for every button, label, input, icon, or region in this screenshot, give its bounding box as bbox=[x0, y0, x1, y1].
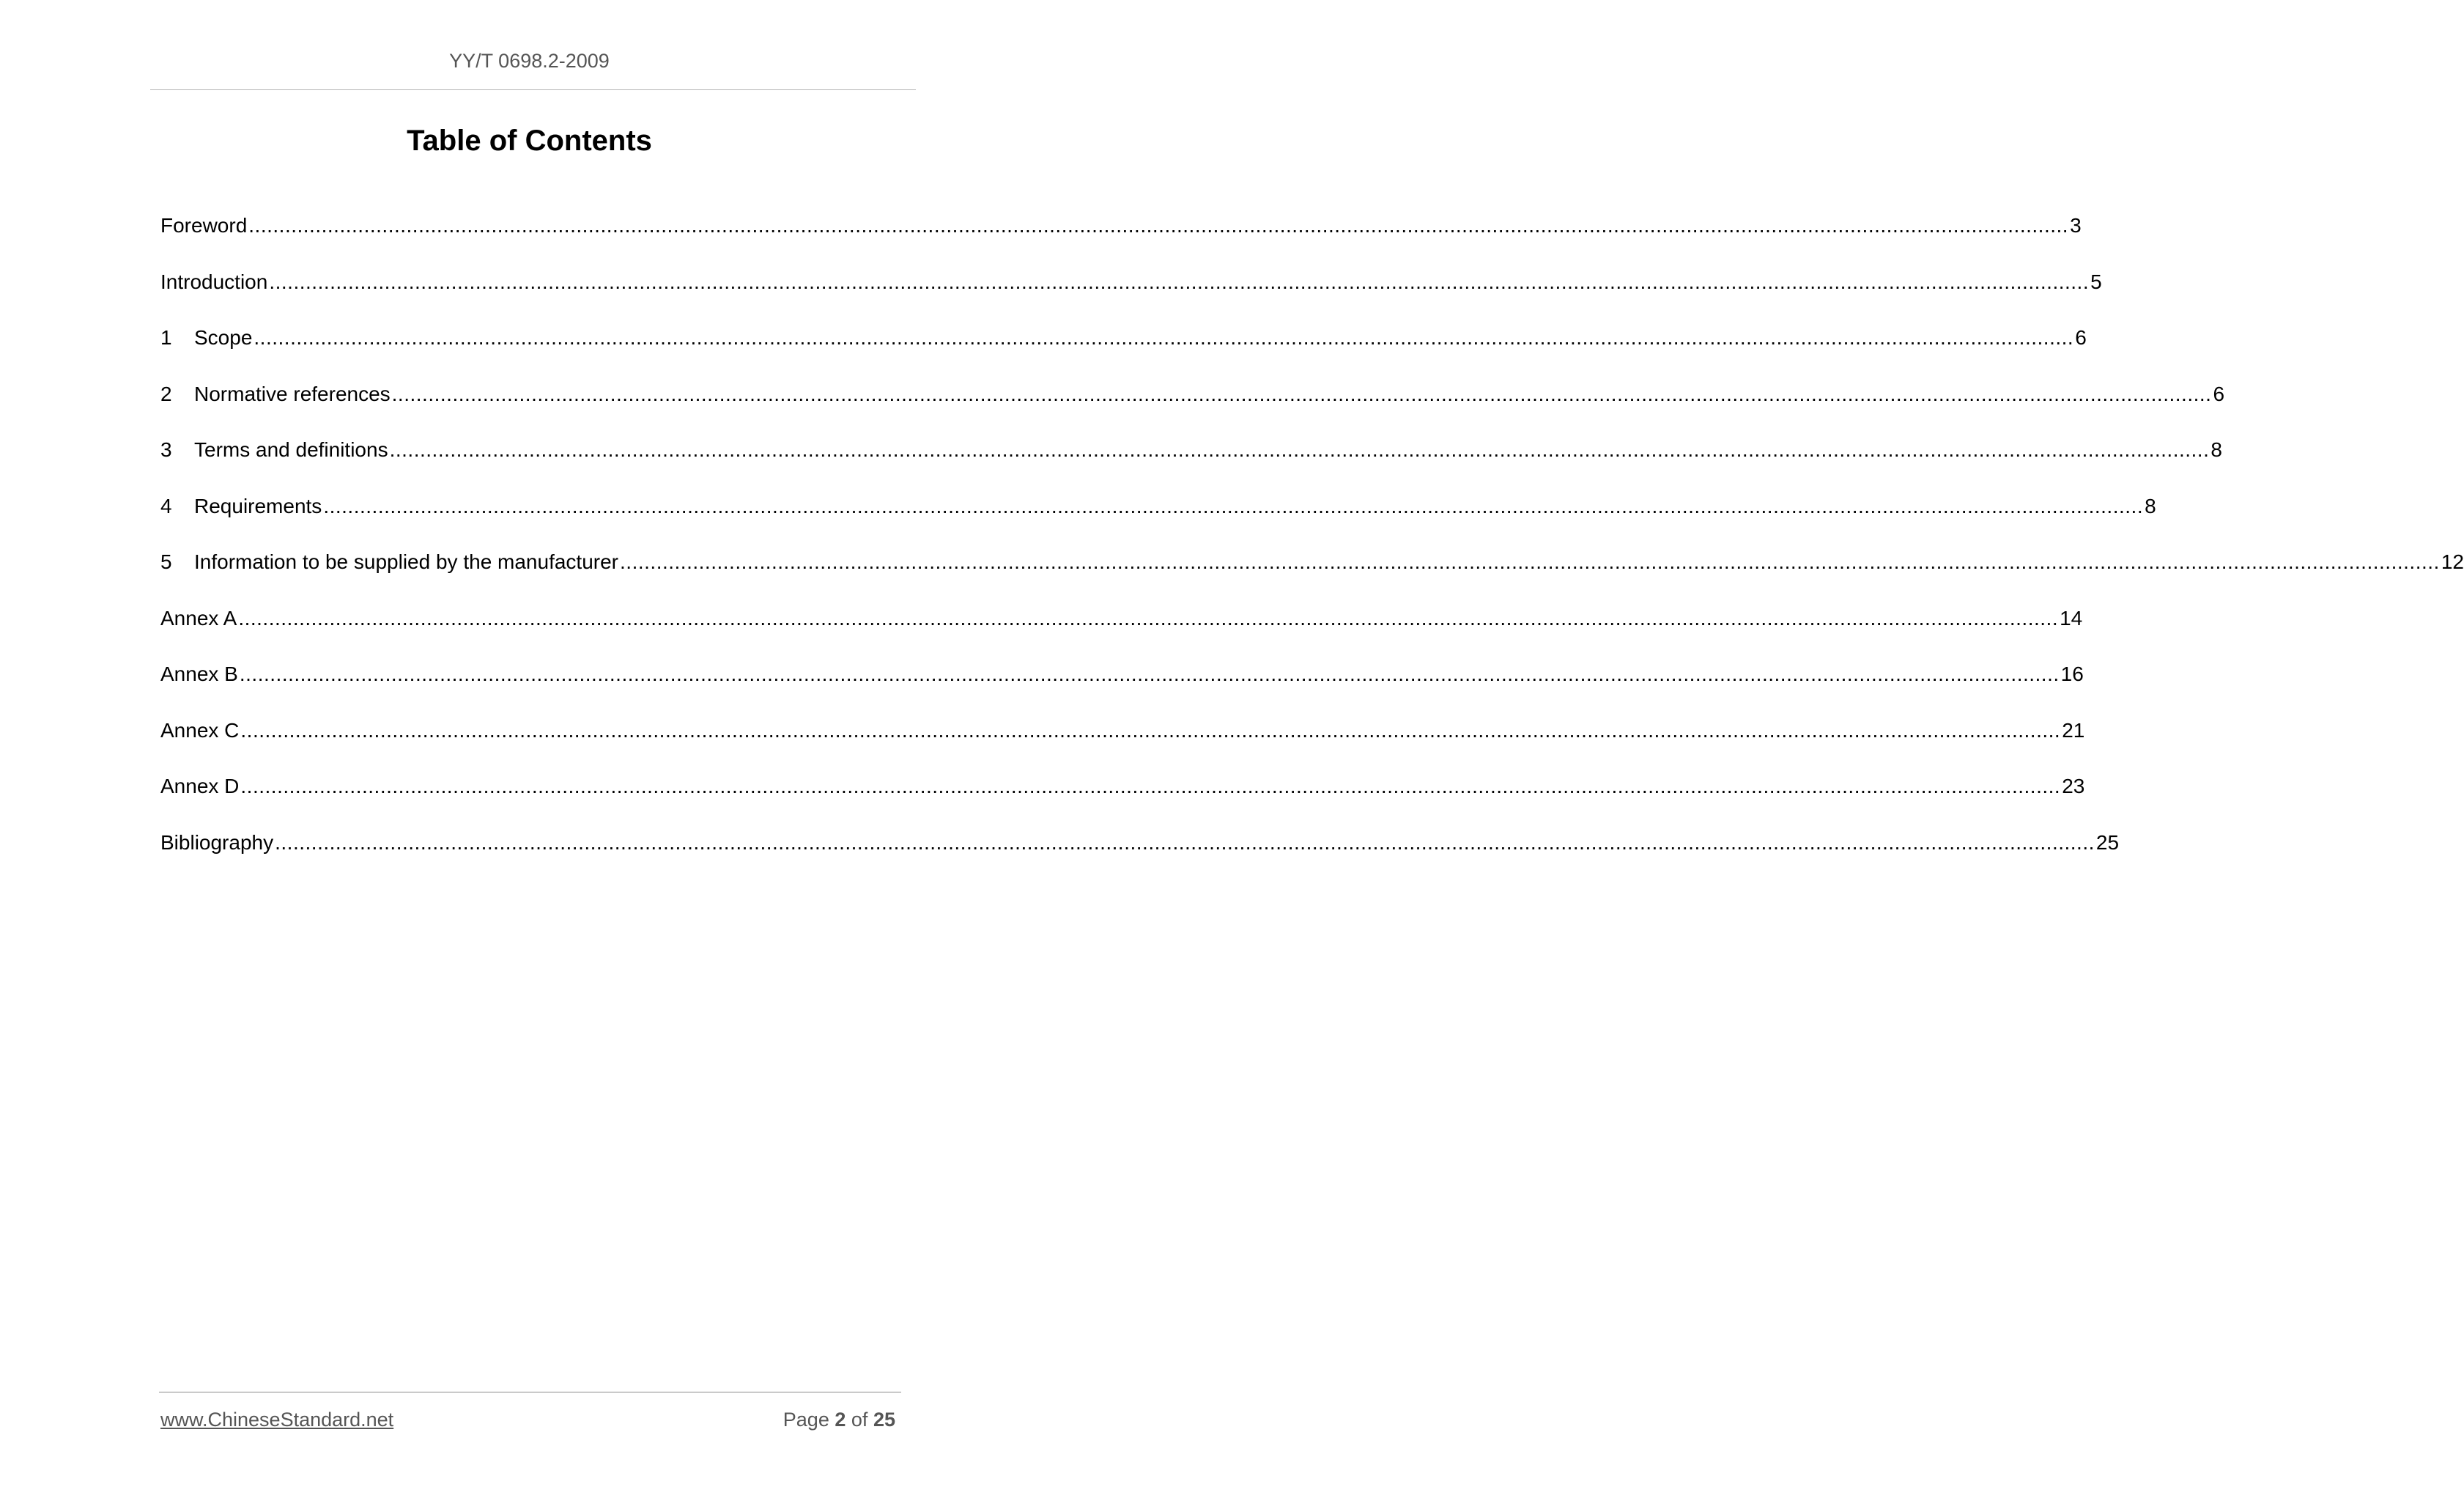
toc-leader-dots: ............................................................................................................................................................................................................................................................................................................ bbox=[391, 382, 2212, 405]
toc-entry-number: 1 bbox=[160, 326, 172, 349]
toc-entry-requirements[interactable] bbox=[160, 492, 2156, 548]
toc-entry-page: 5 bbox=[2090, 270, 2102, 293]
toc-entry-annex-c[interactable] bbox=[160, 716, 2085, 772]
footer-page-word: Page bbox=[783, 1409, 829, 1431]
header-divider bbox=[150, 89, 916, 90]
toc-entry-normative-references[interactable] bbox=[160, 380, 2225, 436]
toc-entry-annex-b[interactable] bbox=[160, 660, 2084, 716]
toc-entry-label: Annex C bbox=[160, 718, 240, 742]
toc-entry-scope[interactable] bbox=[160, 323, 2087, 380]
toc-entry-page: 14 bbox=[2060, 606, 2083, 630]
footer-current-page: 2 bbox=[835, 1409, 846, 1431]
toc-entry-information-supplied[interactable] bbox=[160, 547, 2464, 604]
toc-list bbox=[160, 211, 2464, 884]
toc-entry-number: 4 bbox=[160, 494, 172, 517]
toc-entry-annex-d[interactable] bbox=[160, 772, 2085, 828]
toc-entry-label: Normative references bbox=[194, 382, 391, 405]
toc-leader-dots: ............................................................................................................................................................................................................................................................................................................ bbox=[240, 718, 2061, 742]
toc-entry-label: Annex B bbox=[160, 663, 238, 685]
page-title: Table of Contents bbox=[407, 125, 652, 157]
toc-leader-dots: ............................................................................................................................................................................................................................................................................................................ bbox=[269, 270, 2090, 293]
toc-entry-page: 12 bbox=[2441, 550, 2464, 573]
toc-entry-label: Scope bbox=[194, 326, 253, 349]
toc-entry-number: 3 bbox=[160, 438, 172, 461]
toc-entry-page: 23 bbox=[2062, 775, 2085, 797]
toc-entry-page: 3 bbox=[2070, 214, 2082, 237]
toc-leader-dots: ............................................................................................................................................................................................................................................................................................................ bbox=[275, 830, 2095, 854]
toc-entry-label: Introduction bbox=[160, 270, 268, 293]
toc-entry-foreword[interactable] bbox=[160, 211, 2082, 268]
toc-entry-page: 21 bbox=[2062, 718, 2085, 742]
toc-entry-page: 16 bbox=[2060, 663, 2084, 685]
toc-entry-label: Foreword bbox=[160, 214, 248, 237]
toc-leader-dots: ............................................................................................................................................................................................................................................................................................................ bbox=[248, 214, 2069, 237]
toc-entry-label: Annex D bbox=[160, 775, 240, 797]
toc-entry-label: Bibliography bbox=[160, 830, 274, 854]
toc-leader-dots: ............................................................................................................................................................................................................................................................................................................ bbox=[323, 494, 2144, 517]
footer-total-pages: 25 bbox=[873, 1409, 895, 1431]
toc-entry-number: 2 bbox=[160, 382, 172, 405]
toc-entry-page: 8 bbox=[2145, 494, 2156, 517]
toc-entry-label: Annex A bbox=[160, 606, 237, 630]
toc-entry-label: Terms and definitions bbox=[194, 438, 388, 461]
toc-entry-bibliography[interactable] bbox=[160, 828, 2120, 885]
footer-page-indicator bbox=[783, 1409, 895, 1431]
toc-entry-page: 6 bbox=[2075, 326, 2087, 349]
toc-leader-dots: ............................................................................................................................................................................................................................................................................................................ bbox=[254, 326, 2074, 349]
toc-entry-label: Requirements bbox=[194, 494, 322, 517]
toc-entry-annex-a[interactable] bbox=[160, 604, 2083, 660]
toc-leader-dots: ............................................................................................................................................................................................................................................................................................................ bbox=[239, 663, 2060, 685]
toc-entry-page: 6 bbox=[2213, 382, 2225, 405]
toc-leader-dots: ............................................................................................................................................................................................................................................................................................................ bbox=[389, 438, 2210, 461]
toc-entry-label: Information to be supplied by the manufacturer bbox=[194, 550, 619, 573]
toc-entry-page: 25 bbox=[2095, 830, 2120, 854]
header-standard-code: YY/T 0698.2-2009 bbox=[449, 50, 610, 72]
toc-entry-terms-and-definitions[interactable] bbox=[160, 435, 2222, 492]
toc-entry-introduction[interactable] bbox=[160, 268, 2102, 324]
toc-leader-dots: ............................................................................................................................................................................................................................................................................................................ bbox=[240, 775, 2061, 797]
footer-site-link[interactable]: www.ChineseStandard.net bbox=[160, 1409, 394, 1431]
toc-entry-page: 8 bbox=[2210, 438, 2222, 461]
toc-leader-dots: ............................................................................................................................................................................................................................................................................................................ bbox=[238, 606, 2059, 630]
toc-leader-dots: ............................................................................................................................................................................................................................................................................................................ bbox=[620, 550, 2440, 573]
footer-of-word: of bbox=[851, 1409, 868, 1431]
toc-entry-number: 5 bbox=[160, 550, 172, 573]
